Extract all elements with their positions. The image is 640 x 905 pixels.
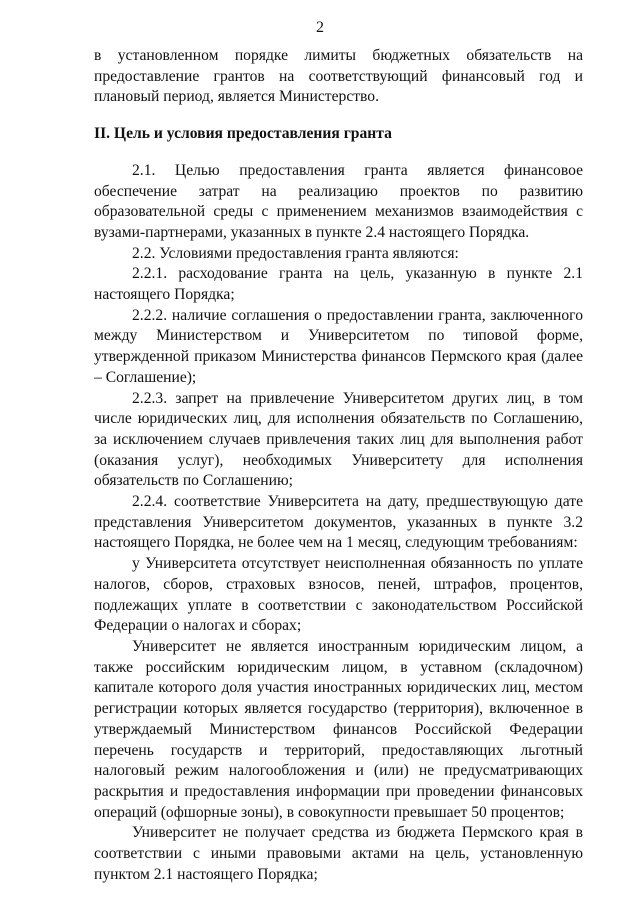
document-body [94,46,583,885]
requirement-not-foreign-entity: Университет не является иностранным юридическим лицом, а также российским юридическим лицом, в уставном (складочном) капитале которого доля участия иностранных юридических лиц, местом регистрации которых является государство (территория), включенное в утверждаемый Министерством финансов Российской Федерации перечень государств и территорий, предоставляющих льготный налоговый режим налогообложения и (или) не предусматривающих раскрытия и предоставления информации при проведении финансовых операций (офшорные зоны), в совокупности превышает 50 процентов; [94,637,583,821]
paragraph-2-2-2: 2.2.2. наличие соглашения о предоставлении гранта, заключенного между Министерством и Университетом по типовой форме, утвержденной приказом Министерства финансов Пермского края (далее – Соглашение); [94,306,583,386]
requirement-no-tax-debt: у Университета отсутствует неисполненная обязанность по уплате налогов, сборов, страховых взносов, пеней, штрафов, процентов, подлежащих уплате в соответствии с законодательством Российской Федерации о налогах и сборах; [94,555,583,635]
paragraph-2-1: 2.1. Целью предоставления гранта является финансовое обеспечение затрат на реализацию проектов по развитию образовательной среды с применением механизмов взаимодействия с вузами-партнерами, указанных в пункте 2.4 настоящего Порядка. [94,161,583,241]
section-heading: II. Цель и условия предоставления гранта [94,125,392,143]
paragraph-2-2-1: 2.2.1. расходование гранта на цель, указанную в пункте 2.1 настоящего Порядка; [94,265,583,304]
paragraph-2-2-3: 2.2.3. запрет на привлечение Университетом других лиц, в том числе юридических лиц, для исполнения обязательств по Соглашению, за исключением случаев привлечения таких лиц для выполнения работ (оказания услуг), необходимых Университету для исполнения обязательств по Соглашению; [94,389,583,490]
page-number: 2 [316,19,324,36]
paragraph-2-2: 2.2. Условиями предоставления гранта являются: [132,244,459,262]
paragraph-2-2-4: 2.2.4. соответствие Университета на дату, предшествующую дате представления Университетом документов, указанных в пункте 3.2 настоящего Порядка, не более чем на 1 месяц, следующим требованиям: [94,493,583,552]
requirement-no-other-funds: Университет не получает средства из бюджета Пермского края в соответствии с иными правовыми актами на цель, установленную пунктом 2.1 настоящего Порядка; [94,824,583,883]
paragraph-continuation: в установленном порядке лимиты бюджетных обязательств на предоставление грантов на соответствующий финансовый год и плановый период, является Министерство. [94,47,583,106]
